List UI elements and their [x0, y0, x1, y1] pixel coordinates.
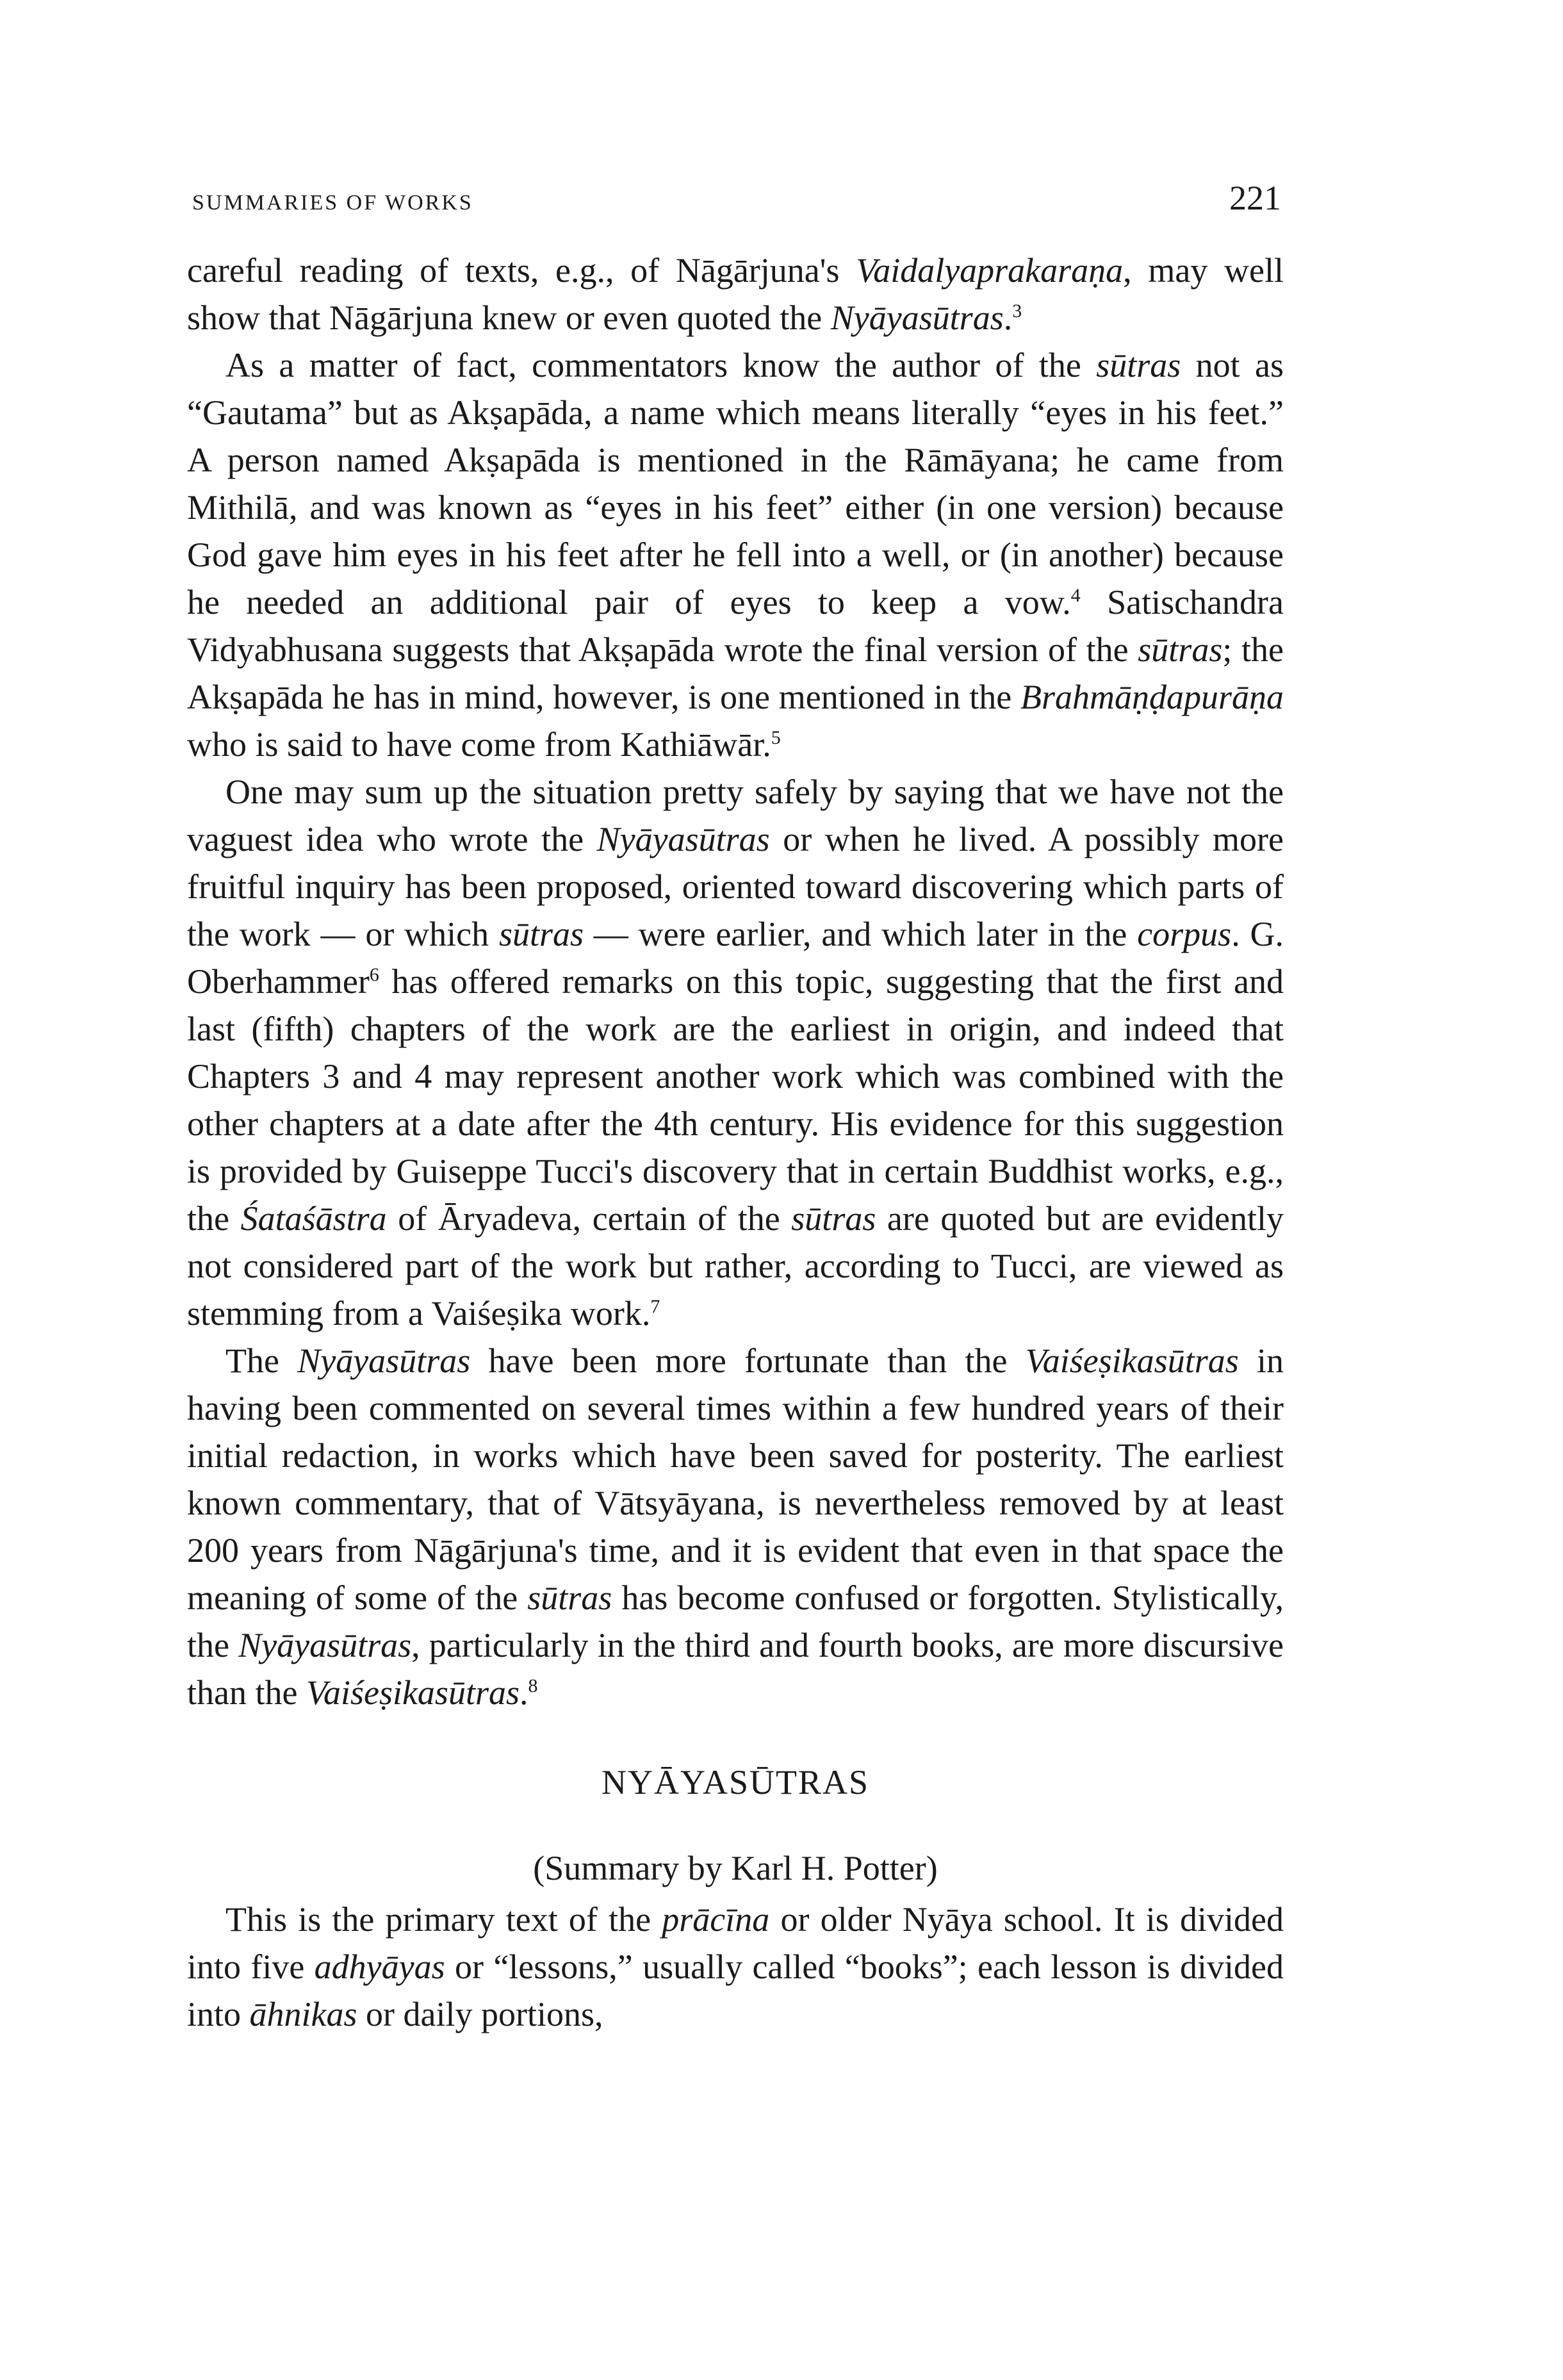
running-head: [192, 178, 1281, 218]
footnote-ref-8: 8: [528, 1675, 538, 1696]
body-text: [187, 247, 1284, 2038]
page-number: 221: [1229, 179, 1281, 217]
section-byline: (Summary by Karl H. Potter): [533, 1849, 938, 1887]
paragraph-2: As a matter of fact, commentators know the author of the sūtras not as “Gautama” but as Akṣapāda, a name which means literally “eyes in his feet.” A person named Akṣapāda is mentioned in the Rāmāyana; he came from Mithilā, and was known as “eyes in his feet” either (in one version) because God gave him eyes in his feet after he fell into a well, or (in another) because he needed an additional pair of eyes to keep a vow.$^4$ Satischandra Vidyabhusana suggests that Akṣapāda wrote the final version of the sūtras; the Akṣapāda he has in mind, however, is one mentioned in the Brahmāṇḍapurāṇa who is said to have come from Kathiāwār.$^5$: [187, 346, 1284, 764]
paragraph-5: This is the primary text of the prācīna or older Nyāya school. It is divided into five adhyāyas or “lessons,” usually called “books”; each lesson is divided into āhnikas or daily portions,: [187, 1900, 1284, 2033]
footnote-ref-4: 4: [1070, 585, 1081, 606]
footnote-ref-6: 6: [369, 964, 379, 985]
running-title: SUMMARIES OF WORKS: [192, 191, 473, 215]
paragraph-4: The Nyāyasūtras have been more fortunate than the Vaiśeṣikasūtras in having been commented on several times within a few hundred years of their initial redaction, in works which have been saved for posterity. The earliest known commentary, that of Vātsyāyana, is nevertheless removed by at least 200 years from Nāgārjuna's time, and it is evident that even in that space the meaning of some of the sūtras has become confused or forgotten. Stylistically, the Nyāyasūtras, particularly in the third and fourth books, are more discursive than the Vaiśeṣikasūtras.$^8$: [187, 1342, 1284, 1712]
footnote-ref-5: 5: [771, 727, 781, 748]
paragraph-1: careful reading of texts, e.g., of Nāgārjuna's Vaidalyaprakaraṇa, may well show that Nāgārjuna knew or even quoted the Nyāyasūtras.$^3$: [187, 251, 1284, 337]
paragraph-3: One may sum up the situation pretty safely by saying that we have not the vaguest idea who wrote the Nyāyasūtras or when he lived. A possibly more fruitful inquiry has been proposed, oriented toward discovering which parts of the work — or which sūtras — were earlier, and which later in the corpus. G. Oberhammer$^6$ has offered remarks on this topic, suggesting that the first and last (fifth) chapters of the work are the earliest in origin, and indeed that Chapters 3 and 4 may represent another work which was combined with the other chapters at a date after the 4th century. His evidence for this suggestion is provided by Guiseppe Tucci's discovery that in certain Buddhist works, e.g., the Śataśāstra of Āryadeva, certain of the sūtras are quoted but are evidently not considered part of the work but rather, according to Tucci, are viewed as stemming from a Vaiśeṣika work.$^7$: [187, 773, 1284, 1333]
footnote-ref-3: 3: [1012, 300, 1022, 322]
section-title: NYĀYASŪTRAS: [601, 1763, 870, 1801]
footnote-ref-7: 7: [650, 1296, 660, 1317]
